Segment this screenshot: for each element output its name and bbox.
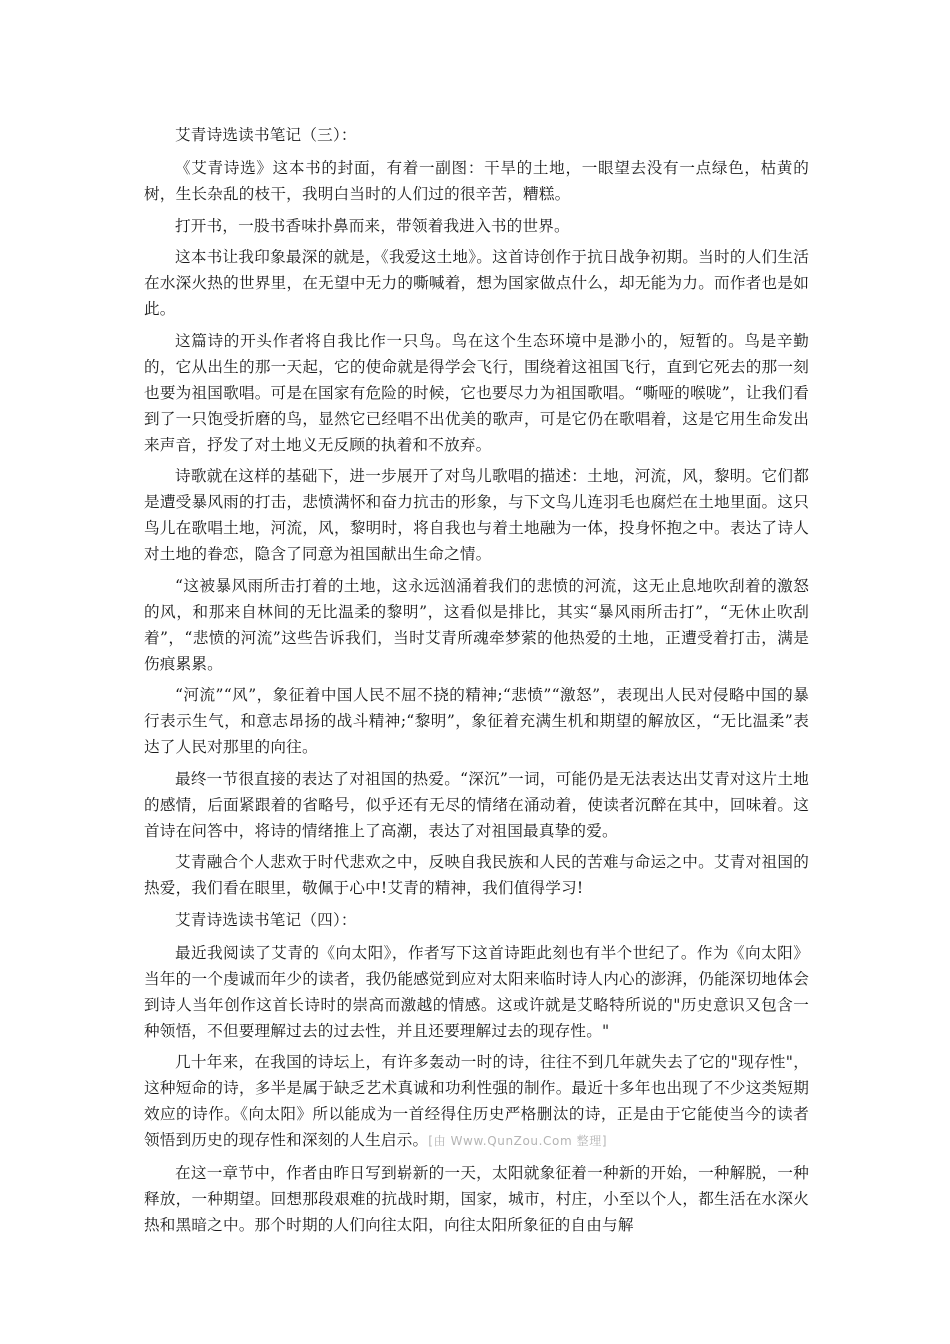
paragraph-conclusion: 艾青融合个人悲欢于时代悲欢之中，反映自我民族和人民的苦难与命运之中。艾青对祖国的热爱，我们看在眼里，敬佩于心中!艾青的精神，我们值得学习! [144,853,809,897]
paragraph-sun-intro: 最近我阅读了艾青的《向太阳》，作者写下这首诗距此刻也有半个世纪了。作为《向太阳》当年的一个虔诚而年少的读者，我仍能感觉到应对太阳来临时诗人内心的澎湃，仍能深切地体会到诗人当年创作这首长诗时的崇高而激越的情感。这或许就是艾略特所说的"历史意识又包含一种领悟，不但要理解过去的过去性，并且还要理解过去的现存性。" [144,943,809,1040]
section-heading-4: 艾青诗选读书笔记（四）： [175,910,357,929]
paragraph-final-stanza: 最终一节很直接的表达了对祖国的热爱。“深沉”一词，可能仍是无法表达出艾青对这片土地的感情，后面紧跟着的省略号，似乎还有无尽的情绪在涌动着，使读者沉醉在其中，回味着。这首诗在问答中，将诗的情绪推上了高潮，表达了对祖国最真挚的爱。 [144,769,809,840]
paragraph-storm: “这被暴风雨所击打着的土地，这永远汹涌着我们的悲愤的河流，这无止息地吹刮着的激怒的风，和那来自林间的无比温柔的黎明”，这看似是排比，其实“暴风雨所击打”，“无休止吹刮着”，“悲愤的河流”这些告诉我们，当时艾青所魂牵梦萦的他热爱的土地，正遭受着打击，满是伤痕累累。 [144,576,809,673]
paragraph-bird: 这篇诗的开头作者将自我比作一只鸟。鸟在这个生态环境中是渺小的，短暂的。鸟是辛勤的，它从出生的那一天起，它的使命就是得学会飞行，围绕着这祖国飞行，直到它死去的那一刻也要为祖国歌唱。可是在国家有危险的时候，它也要尽力为祖国歌唱。“嘶哑的喉咙”，让我们看到了一只饱受折磨的鸟，显然它已经唱不出优美的歌声，可是它仍在歌唱着，这是它用生命发出来声音，抒发了对土地义无反顾的执着和不放弃。 [144,331,809,454]
paragraph-poetry-scene [144,1049,809,1154]
paragraph-poetry-scene-text: 几十年来，在我国的诗坛上，有许多轰动一时的诗，往往不到几年就失去了它的"现存性"，这种短命的诗，多半是属于缺乏艺术真诚和功利性强的制作。最近十多年也出现了不少这类短期效应的诗作。《向太阳》所以能成为一首经得住历史严格删汰的诗，正是由于它能使当今的读者领悟到历史的现存性和深刻的人生启示。 [144,1053,809,1149]
paragraph-impression: 这本书让我印象最深的就是，《我爱这土地》。这首诗创作于抗日战争初期。当时的人们生活在水深火热的世界里，在无望中无力的嘶喊着，想为国家做点什么，却无能为力。而作者也是如此。 [144,248,809,318]
document-page [144,122,809,1243]
paragraph-new-day: 在这一章节中，作者由昨日写到崭新的一天，太阳就象征着一种新的开始，一种解脱，一种释放，一种期望。回想那段艰难的抗战时期，国家，城市，村庄，小至以个人，都生活在水深火热和黑暗之中。那个时期的人们向往太阳，向往太阳所象征的自由与解 [144,1163,809,1234]
source-watermark: [由 Www.QunZou.Com 整理] [428,1134,608,1148]
section-heading-3: 艾青诗选读书笔记（三）： [175,126,357,144]
paragraph-cover: 《艾青诗选》这本书的封面，有着一副图：干旱的土地，一眼望去没有一点绿色，枯黄的树，生长杂乱的枝干，我明白当时的人们过的很辛苦，糟糕。 [144,159,809,203]
paragraph-open-book: 打开书，一股书香味扑鼻而来，带领着我进入书的世界。 [175,216,570,235]
paragraph-singing: 诗歌就在这样的基础下，进一步展开了对鸟儿歌唱的描述：土地，河流，风，黎明。它们都是遭受暴风雨的打击，悲愤满怀和奋力抗击的形象，与下文鸟儿连羽毛也腐烂在土地里面。这只鸟儿在歌唱土地，河流，风，黎明时，将自我也与着土地融为一体，投身怀抱之中。表达了诗人对土地的眷恋，隐含了同意为祖国献出生命之情。 [144,467,809,563]
paragraph-symbols: “河流”“风”，象征着中国人民不屈不挠的精神;“悲愤”“激怒”，表现出人民对侵略中国的暴行表示生气，和意志昂扬的战斗精神;“黎明”，象征着充满生机和期望的解放区，“无比温柔”表达了人民对那里的向往。 [144,686,809,756]
